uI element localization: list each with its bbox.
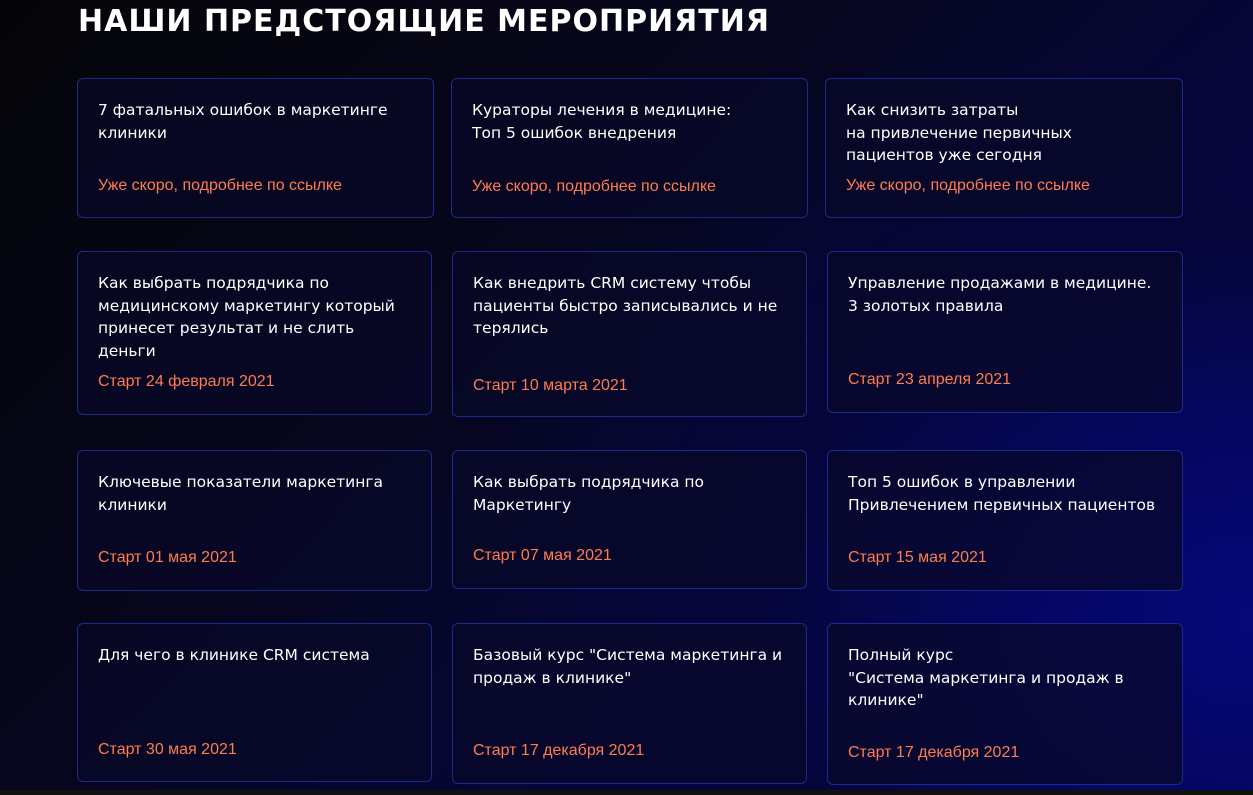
- event-date: Старт 23 апреля 2021: [848, 371, 1012, 388]
- event-title: Как снизить затраты на привлечение первичных пациентов уже сегодня: [846, 101, 1072, 164]
- event-card-2[interactable]: [451, 78, 808, 218]
- event-date: Уже скоро, подробнее по ссылке: [98, 177, 342, 194]
- event-title: Ключевые показатели маркетинга клиники: [98, 473, 383, 514]
- event-title: Базовый курс "Система маркетинга и продаж в клинике": [473, 646, 783, 687]
- event-card-6[interactable]: [827, 251, 1183, 413]
- event-card-4[interactable]: [77, 251, 432, 415]
- section-title: НАШИ ПРЕДСТОЯЩИЕ МЕРОПРИЯТИЯ: [78, 4, 770, 39]
- event-card-5[interactable]: [452, 251, 807, 417]
- event-date: Уже скоро, подробнее по ссылке: [472, 178, 716, 195]
- event-title: Кураторы лечения в медицине: Топ 5 ошибок внедрения: [472, 101, 732, 142]
- event-card-9[interactable]: [827, 450, 1183, 591]
- event-title: Как внедрить CRM систему чтобы пациенты быстро записывались и не терялись: [473, 274, 778, 337]
- event-card-7[interactable]: [77, 450, 432, 591]
- event-title: 7 фатальных ошибок в маркетинге клиники: [98, 101, 388, 142]
- event-date: Старт 10 марта 2021: [473, 377, 628, 394]
- event-card-11[interactable]: [452, 623, 807, 784]
- event-title: Полный курс "Система маркетинга и продаж в клинике": [848, 646, 1124, 709]
- event-date: Старт 17 декабря 2021: [848, 744, 1020, 761]
- event-date: Старт 07 мая 2021: [473, 547, 612, 564]
- event-date: Старт 24 февраля 2021: [98, 373, 275, 390]
- event-date: Старт 17 декабря 2021: [473, 742, 645, 759]
- event-date: Старт 30 мая 2021: [98, 741, 237, 758]
- event-title: Как выбрать подрядчика по медицинскому маркетингу который принесет результат и не слить деньги: [98, 274, 395, 360]
- event-card-1[interactable]: [77, 78, 434, 218]
- event-title: Топ 5 ошибок в управлении Привлечением первичных пациентов: [848, 473, 1156, 514]
- event-card-10[interactable]: [77, 623, 432, 782]
- event-date: Старт 15 мая 2021: [848, 549, 987, 566]
- event-title: Для чего в клинике CRM система: [98, 646, 370, 664]
- event-date: Старт 01 мая 2021: [98, 549, 237, 566]
- event-card-12[interactable]: [827, 623, 1183, 785]
- event-title: Управление продажами в медицине. 3 золотых правила: [848, 274, 1152, 315]
- event-title: Как выбрать подрядчика по Маркетингу: [473, 473, 705, 514]
- event-card-3[interactable]: [825, 78, 1183, 218]
- event-card-8[interactable]: [452, 450, 807, 589]
- event-date: Уже скоро, подробнее по ссылке: [846, 177, 1090, 194]
- bottom-edge: [0, 790, 1253, 795]
